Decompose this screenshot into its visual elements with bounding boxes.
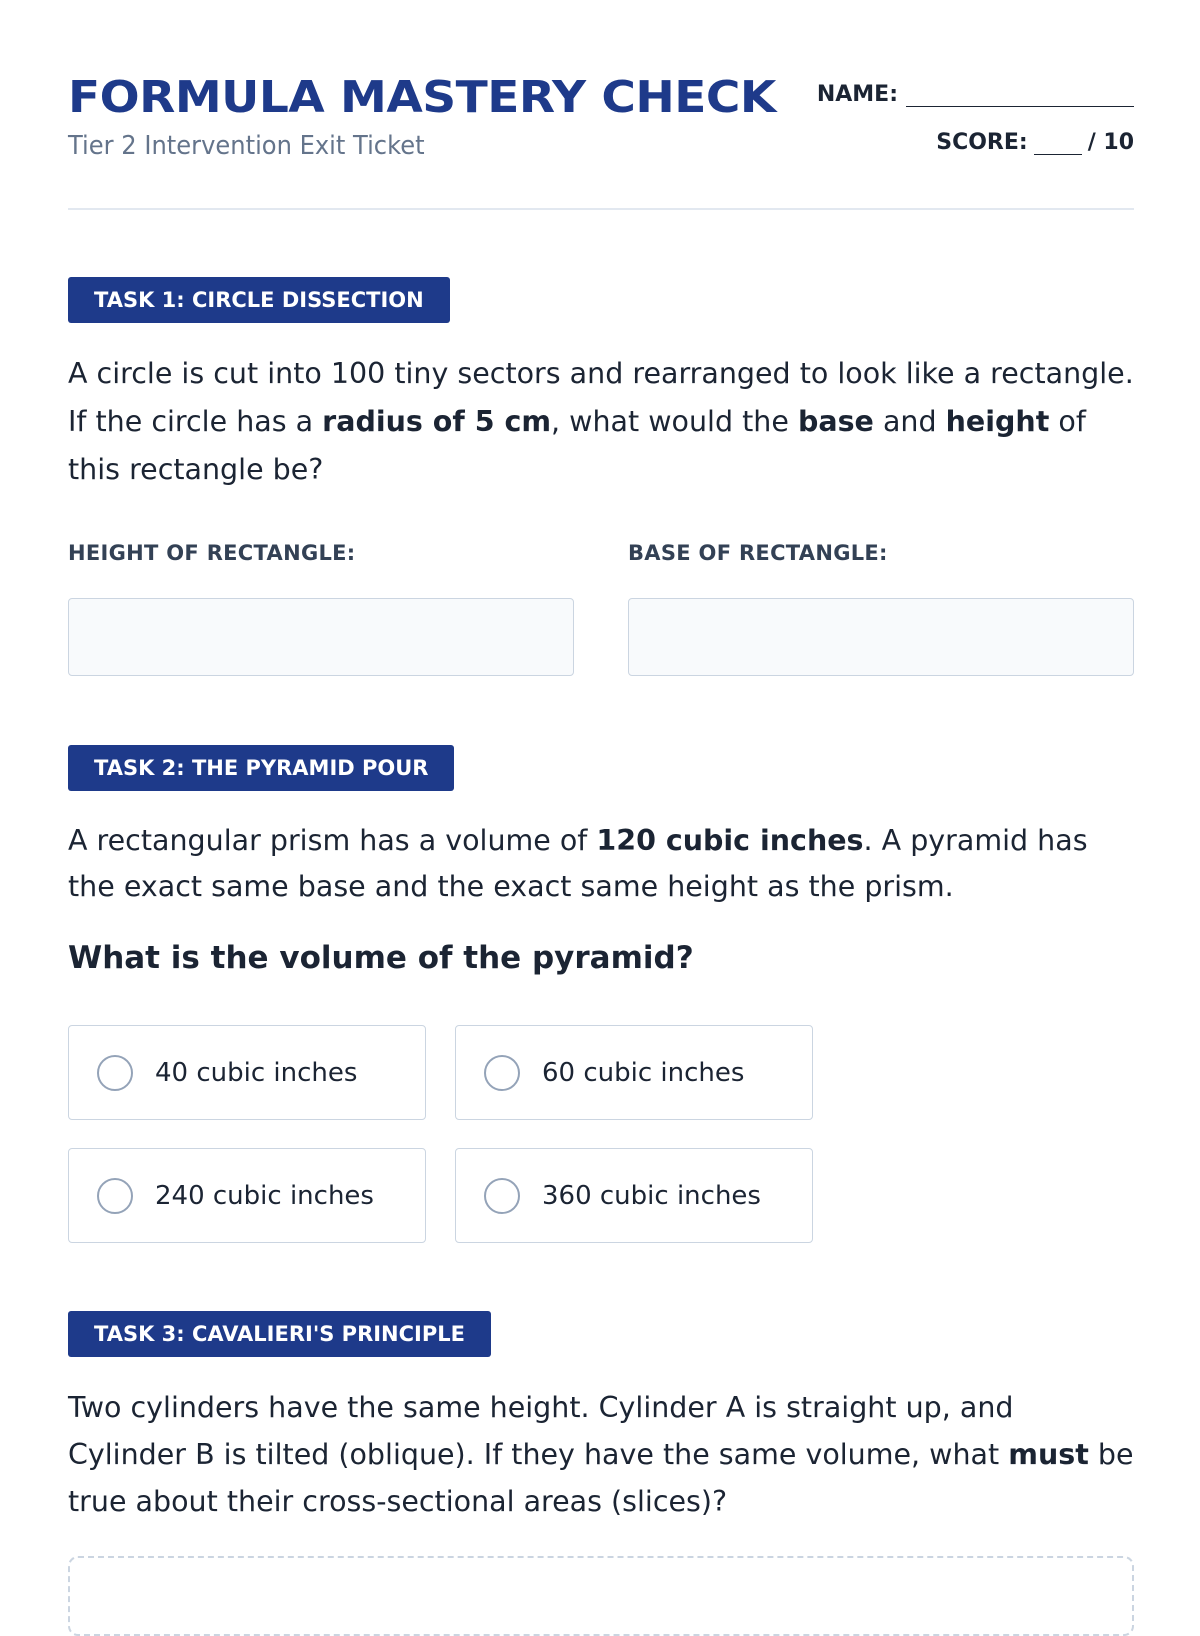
task1-bold-radius: radius of 5 cm bbox=[322, 405, 552, 438]
score-label: SCORE: bbox=[936, 130, 1028, 155]
choice-240[interactable] bbox=[68, 1148, 426, 1243]
header bbox=[68, 68, 1134, 168]
radio-icon[interactable] bbox=[97, 1178, 133, 1214]
score-field bbox=[936, 130, 1134, 155]
choice-60[interactable] bbox=[455, 1025, 813, 1120]
task3-badge: TASK 3: CAVALIERI'S PRINCIPLE bbox=[68, 1311, 491, 1357]
task1-bold-height: height bbox=[945, 405, 1050, 438]
task3-text-2: be true about their cross-sectional areas (slices)? bbox=[68, 1438, 1134, 1518]
base-label: BASE OF RECTANGLE: bbox=[628, 541, 888, 565]
task1-bold-base: base bbox=[797, 405, 874, 438]
page-subtitle: Tier 2 Intervention Exit Ticket bbox=[68, 131, 425, 161]
task2-text-1: A rectangular prism has a volume of bbox=[68, 824, 597, 857]
height-answer-input[interactable] bbox=[68, 598, 574, 676]
name-field[interactable] bbox=[817, 82, 1134, 107]
task1-badge: TASK 1: CIRCLE DISSECTION bbox=[68, 277, 450, 323]
choice-label: 360 cubic inches bbox=[542, 1180, 761, 1211]
task1-text-4: of this rectangle be? bbox=[68, 405, 1086, 486]
score-blank[interactable] bbox=[1034, 132, 1082, 155]
task2-question: What is the volume of the pyramid? bbox=[68, 940, 694, 976]
task1-text-2: , what would the bbox=[551, 405, 798, 438]
choice-40[interactable] bbox=[68, 1025, 426, 1120]
height-label: HEIGHT OF RECTANGLE: bbox=[68, 541, 356, 565]
score-total: / 10 bbox=[1087, 130, 1134, 155]
radio-icon[interactable] bbox=[97, 1055, 133, 1091]
task1-text-3: and bbox=[873, 405, 946, 438]
task2-badge: TASK 2: THE PYRAMID POUR bbox=[68, 745, 454, 791]
base-answer-input[interactable] bbox=[628, 598, 1134, 676]
choice-label: 240 cubic inches bbox=[155, 1180, 374, 1211]
task1-prompt bbox=[68, 350, 1138, 494]
page-title: FORMULA MASTERY CHECK bbox=[68, 72, 776, 123]
task3-text-1: Two cylinders have the same height. Cylinder A is straight up, and Cylinder B is tilted (oblique). If they have the same volume, what bbox=[68, 1391, 1014, 1471]
name-blank[interactable] bbox=[906, 82, 1134, 107]
task3-answer-area[interactable] bbox=[68, 1556, 1134, 1636]
header-divider bbox=[68, 208, 1134, 210]
task2-bold-volume: 120 cubic inches bbox=[596, 824, 864, 857]
task1-text-1: A circle is cut into 100 tiny sectors and rearranged to look like a rectangle. If the circle has a bbox=[68, 357, 1134, 438]
radio-icon[interactable] bbox=[484, 1178, 520, 1214]
choice-label: 60 cubic inches bbox=[542, 1057, 745, 1088]
task3-bold-must: must bbox=[1008, 1438, 1089, 1471]
radio-icon[interactable] bbox=[484, 1055, 520, 1091]
task2-prompt bbox=[68, 818, 1138, 910]
task2-text-2: . A pyramid has the exact same base and the exact same height as the prism. bbox=[68, 824, 1088, 903]
name-label: NAME: bbox=[816, 82, 898, 107]
choice-360[interactable] bbox=[455, 1148, 813, 1243]
task3-prompt bbox=[68, 1384, 1138, 1525]
choice-label: 40 cubic inches bbox=[155, 1057, 358, 1088]
